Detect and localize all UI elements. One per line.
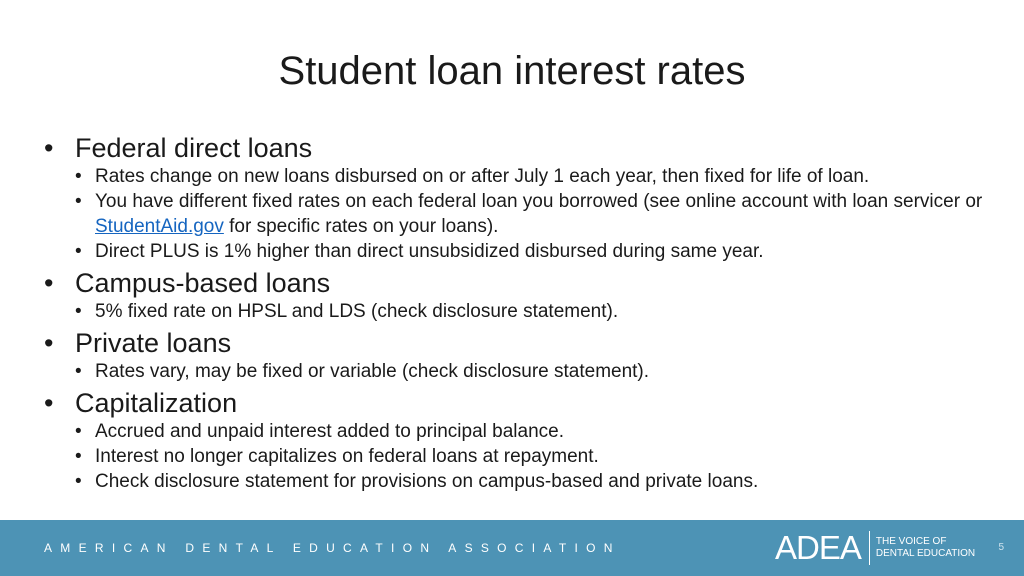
logo-wordmark: ADEA <box>775 529 861 566</box>
section-capitalization <box>42 387 1002 494</box>
tagline-line: THE VOICE OF <box>875 536 947 547</box>
adea-logo <box>775 531 975 565</box>
sub-bullet-list <box>42 419 1002 494</box>
sub-bullet: • Interest no longer capitalizes on federal loans at repayment. <box>42 444 1002 469</box>
section-campus-based-loans <box>42 267 1002 324</box>
sub-bullet: • Rates vary, may be fixed or variable (check disclosure statement). <box>42 359 1002 384</box>
sub-bullet-list <box>42 299 1002 324</box>
logo-tagline <box>876 536 975 560</box>
sub-bullet-list <box>42 359 1002 384</box>
sub-bullet-list <box>42 164 1002 264</box>
sub-bullet: • Direct PLUS is 1% higher than direct unsubsidized disbursed during same year. <box>42 239 1002 264</box>
slide-content <box>42 129 1002 494</box>
sub-bullet: • Check disclosure statement for provisions on campus-based and private loans. <box>42 469 1002 494</box>
tagline-line: DENTAL EDUCATION <box>875 548 976 559</box>
organization-name: AMERICAN DENTAL EDUCATION ASSOCIATION <box>44 541 621 555</box>
sub-bullet: • 5% fixed rate on HPSL and LDS (check disclosure statement). <box>42 299 1002 324</box>
slide-title: Student loan interest rates <box>278 49 746 93</box>
sub-bullet-text: You have different fixed rates on each federal loan you borrowed (see online account with loan servicer or <box>95 191 983 212</box>
sub-bullet-text: for specific rates on your loans). <box>223 216 499 237</box>
footer-bar <box>0 520 1024 576</box>
section-heading: • Capitalization <box>42 387 1002 419</box>
section-heading: • Campus-based loans <box>42 267 1002 299</box>
sub-bullet <box>42 189 1002 239</box>
section-federal-direct-loans <box>42 132 1002 264</box>
sub-bullet: • Rates change on new loans disbursed on or after July 1 each year, then fixed for life of loan. <box>42 164 1002 189</box>
sub-bullet: • Accrued and unpaid interest added to principal balance. <box>42 419 1002 444</box>
studentaid-link[interactable]: StudentAid.gov <box>95 216 224 237</box>
section-heading: • Private loans <box>42 327 1002 359</box>
logo-divider <box>869 531 870 565</box>
section-heading: • Federal direct loans <box>42 132 1002 164</box>
section-private-loans <box>42 327 1002 384</box>
page-number: 5 <box>998 542 1004 553</box>
